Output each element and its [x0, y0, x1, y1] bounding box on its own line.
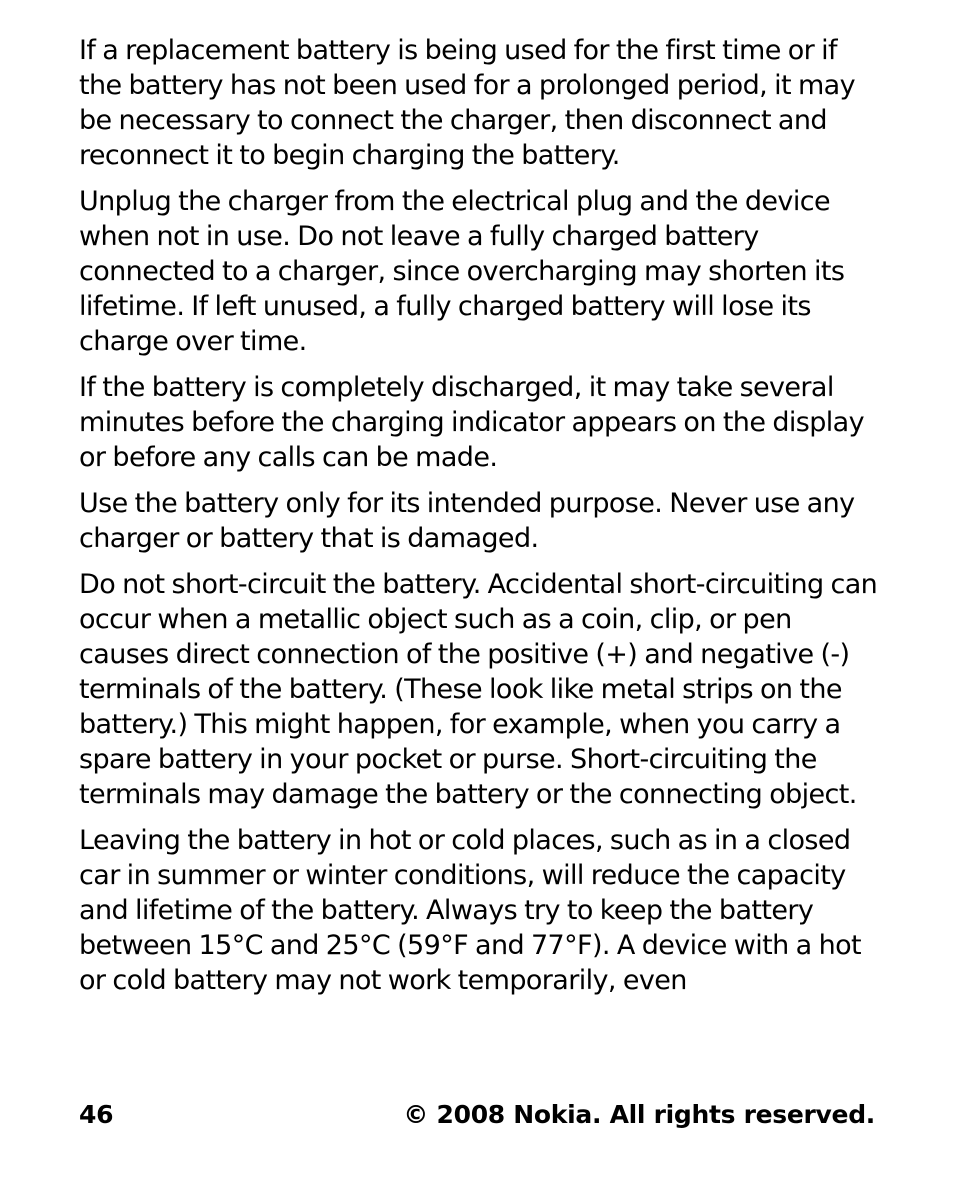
- page-footer: [79, 1100, 875, 1129]
- paragraph-intended-purpose: Use the battery only for its intended purpose. Never use any charger or battery that is damaged.: [79, 488, 855, 554]
- paragraph-short-circuit: Do not short-circuit the battery. Accidental short-circuiting can occur when a metallic object such as a coin, clip, or pen causes direct connection of the positive (+) and negative (-) terminals of the battery. (These look like metal strips on the battery.) This might happen, for example, when you carry a spare battery in your pocket or purse. Short-circuiting the terminals may damage the battery or the connecting object.: [79, 569, 878, 810]
- paragraph-unplug-charger: Unplug the charger from the electrical plug and the device when not in use. Do not leave a fully charged battery connected to a charger, since overcharging may shorten its lifetime. If left unused, a fully charged battery will lose its charge over time.: [79, 186, 845, 357]
- paragraph-discharged-battery: If the battery is completely discharged, it may take several minutes before the charging indicator appears on the display or before any calls can be made.: [79, 372, 864, 473]
- page-body: [79, 33, 879, 1009]
- page-number: 46: [79, 1100, 114, 1129]
- paragraph-first-use-charging: If a replacement battery is being used for the first time or if the battery has not been used for a prolonged period, it may be necessary to connect the charger, then disconnect and reconnect it to begin charging the battery.: [79, 35, 855, 171]
- paragraph-temperature: Leaving the battery in hot or cold places, such as in a closed car in summer or winter conditions, will reduce the capacity and lifetime of the battery. Always try to keep the battery between 15°C and 25°C (59°F and 77°F). A device with a hot or cold battery may not work temporarily, even: [79, 825, 861, 996]
- copyright-notice: © 2008 Nokia. All rights reserved.: [403, 1100, 875, 1129]
